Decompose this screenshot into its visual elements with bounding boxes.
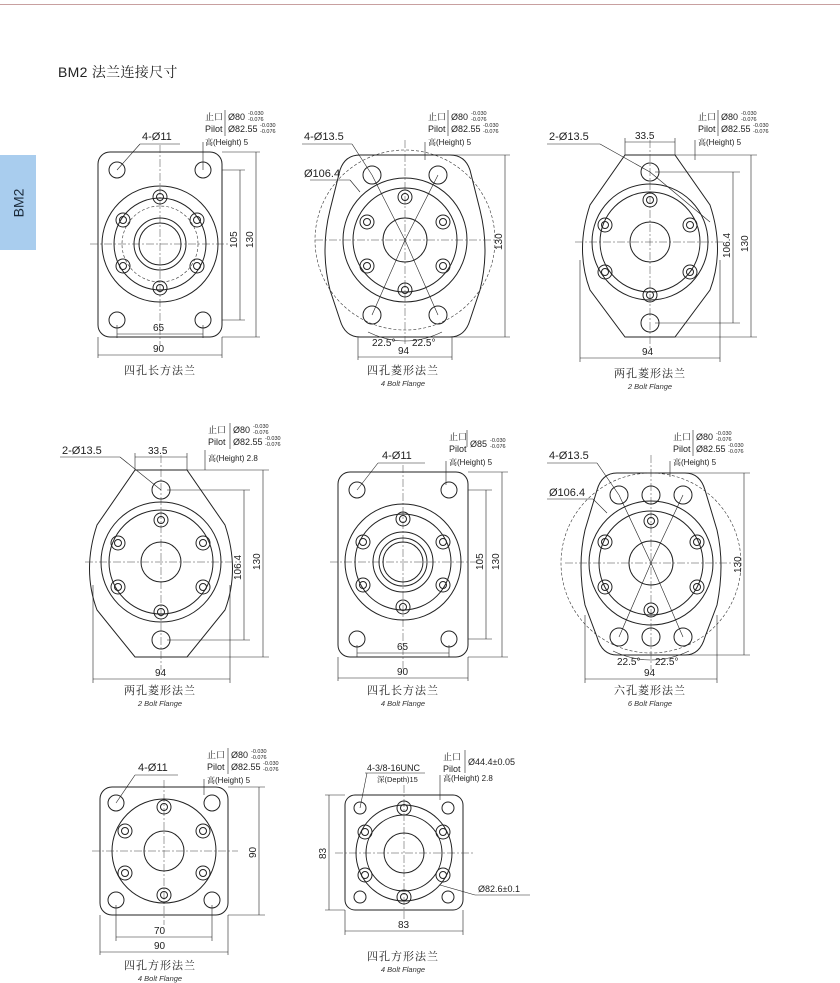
pilot-label-en: Pilot	[428, 124, 446, 134]
caption-zh: 两孔菱形法兰	[614, 368, 686, 380]
caption-2-bolt-diamond-2	[100, 682, 220, 708]
caption-zh: 两孔菱形法兰	[124, 685, 196, 697]
height-label: 高(Height) 5	[449, 458, 493, 467]
caption-4-bolt-square-1	[100, 957, 220, 983]
dim-w: 94	[642, 347, 654, 358]
dim-h-inner: 105	[229, 231, 240, 248]
dim-h: 90	[248, 846, 259, 858]
caption-en: 6 Bolt Flange	[627, 699, 673, 708]
figure-4-bolt-rect-2	[320, 425, 540, 687]
height-label: 高(Height) 5	[205, 138, 249, 147]
caption-en: 4 Bolt Flange	[137, 974, 183, 983]
pilot-d1: Ø80	[721, 112, 739, 122]
pilot-d2-tol-up: -0.030	[728, 443, 744, 449]
dim-w: 83	[398, 920, 410, 931]
pilot-d1: Ø44.4±0.05	[468, 757, 515, 767]
drawing-4-bolt-rect-2	[320, 425, 540, 687]
pilot-d1-tol-lo: -0.076	[253, 430, 269, 436]
page-title: BM2 法兰连接尺寸	[58, 64, 178, 80]
dim-h-inner: 105	[475, 553, 486, 570]
pilot-label-en: Pilot	[205, 124, 223, 134]
pilot-label-en: Pilot	[673, 444, 691, 454]
dim-w-outer: 90	[153, 344, 165, 355]
pilot-d1-tol-up: -0.030	[471, 111, 487, 117]
figure-2-bolt-diamond-1	[545, 100, 785, 362]
pilot-d1-tol-lo: -0.076	[716, 437, 732, 443]
height-label: 高(Height) 5	[698, 138, 742, 147]
dim-h-outer: 130	[245, 231, 256, 248]
pilot-d1-tol-up: -0.030	[741, 111, 757, 117]
pilot-label-zh: 止口	[208, 425, 227, 435]
caption-zh: 四孔菱形法兰	[367, 365, 439, 377]
height-label: 高(Height) 2.8	[208, 454, 258, 463]
pilot-d2-tol-lo: -0.076	[483, 129, 499, 135]
height-label: 高(Height) 5	[673, 458, 717, 467]
figure-2-bolt-diamond-2	[55, 425, 295, 687]
dim-h: 130	[733, 556, 744, 573]
pilot-d1: Ø80	[451, 112, 469, 122]
caption-zh: 四孔长方法兰	[367, 685, 439, 697]
dim-w-outer: 90	[154, 941, 166, 952]
side-tab	[0, 155, 36, 250]
pilot-d1-tol-up: -0.030	[251, 749, 267, 755]
figure-4-bolt-square-1	[80, 745, 300, 955]
hole-label: 4-Ø11	[142, 131, 172, 143]
pilot-d1: Ø80	[233, 425, 251, 435]
pilot-d2-tol-up: -0.030	[753, 123, 769, 129]
drawing-4-bolt-diamond	[300, 100, 520, 362]
dim-h-inner: 106.4	[722, 232, 733, 258]
pilot-label-en: Pilot	[698, 124, 716, 134]
hole-label: 4-Ø13.5	[549, 450, 589, 462]
pilot-label-zh: 止口	[443, 752, 462, 762]
caption-zh: 四孔方形法兰	[124, 960, 196, 972]
dim-h: 83	[318, 847, 329, 859]
angle-right: 22.5°	[655, 657, 679, 668]
pilot-label-zh: 止口	[205, 112, 224, 122]
pilot-d2-tol-up: -0.030	[260, 123, 276, 129]
dim-w-outer: 90	[397, 667, 409, 678]
caption-4-bolt-rect-1	[100, 362, 220, 378]
pilot-d2-tol-lo: -0.076	[265, 442, 281, 448]
figure-4-bolt-rect-1	[80, 100, 280, 362]
dim-h-inner: 106.4	[233, 554, 244, 580]
dim-h: 130	[494, 233, 505, 250]
pilot-d2: Ø82.55	[696, 444, 726, 454]
drawing-2-bolt-diamond-2	[55, 425, 295, 687]
caption-zh: 六孔菱形法兰	[614, 685, 686, 697]
pilot-d1-tol-up: -0.030	[490, 438, 506, 444]
figure-6-bolt-diamond	[545, 425, 785, 687]
pilot-d2-tol-lo: -0.076	[728, 449, 744, 455]
depth-label: 深(Depth)15	[377, 775, 418, 784]
pilot-d1-tol-up: -0.030	[253, 424, 269, 430]
pilot-d2: Ø82.55	[451, 124, 481, 134]
angle-left: 22.5°	[372, 338, 396, 349]
side-tab-label: BM2	[9, 188, 26, 217]
dim-w: 94	[155, 668, 167, 679]
pilot-label-zh: 止口	[428, 112, 447, 122]
angle-left: 22.5°	[617, 657, 641, 668]
pilot-d1: Ø80	[228, 112, 246, 122]
pilot-d2: Ø82.55	[721, 124, 751, 134]
hole-label: 4-Ø11	[138, 762, 168, 774]
hole-label: 2-Ø13.5	[549, 131, 589, 143]
pilot-label-zh: 止口	[698, 112, 717, 122]
dim-top: 33.5	[635, 131, 655, 142]
circle-label: Ø106.4	[549, 487, 586, 499]
circle-label: Ø82.6±0.1	[478, 884, 520, 894]
pilot-d1-tol-lo: -0.076	[741, 117, 757, 123]
pilot-label-en: Pilot	[449, 444, 467, 454]
pilot-d1: Ø80	[696, 432, 714, 442]
top-rule	[0, 4, 840, 5]
pilot-d2-tol-lo: -0.076	[753, 129, 769, 135]
caption-4-bolt-rect-2	[343, 682, 463, 708]
pilot-d2-tol-lo: -0.076	[263, 767, 279, 773]
drawing-4-bolt-rect-1	[80, 100, 280, 362]
pilot-d1-tol-up: -0.030	[716, 431, 732, 437]
dim-top: 33.5	[148, 446, 168, 457]
pilot-d2-tol-up: -0.030	[263, 761, 279, 767]
dim-h-outer: 130	[740, 235, 751, 252]
dim-h-outer: 130	[252, 553, 263, 570]
pilot-d1-tol-lo: -0.076	[471, 117, 487, 123]
caption-zh: 四孔长方法兰	[124, 365, 196, 377]
thread-label: 4-3/8-16UNC	[367, 763, 421, 773]
caption-6-bolt-diamond	[590, 682, 710, 708]
dim-w-inner: 65	[397, 642, 409, 653]
pilot-d2-tol-up: -0.030	[265, 436, 281, 442]
pilot-d1-tol-lo: -0.076	[490, 444, 506, 450]
height-label: 高(Height) 2.8	[443, 774, 493, 783]
dim-w: 94	[398, 346, 410, 357]
caption-en: 4 Bolt Flange	[380, 379, 426, 388]
pilot-d1: Ø80	[231, 750, 249, 760]
height-label: 高(Height) 5	[207, 776, 251, 785]
caption-4-bolt-diamond	[343, 362, 463, 388]
pilot-d2-tol-lo: -0.076	[260, 129, 276, 135]
drawing-4-bolt-square-2	[315, 745, 555, 945]
caption-en: 4 Bolt Flange	[380, 965, 426, 974]
pilot-d1-tol-lo: -0.076	[248, 117, 264, 123]
pilot-d2: Ø82.55	[233, 437, 263, 447]
caption-zh: 四孔方形法兰	[367, 951, 439, 963]
dim-w: 94	[644, 668, 656, 679]
hole-label: 4-Ø11	[382, 450, 412, 462]
pilot-d2: Ø82.55	[231, 762, 261, 772]
pilot-label-en: Pilot	[443, 764, 461, 774]
height-label: 高(Height) 5	[428, 138, 472, 147]
figure-4-bolt-square-2	[315, 745, 555, 945]
pilot-d1-tol-up: -0.030	[248, 111, 264, 117]
caption-en: 2 Bolt Flange	[627, 382, 673, 391]
pilot-d1: Ø85	[470, 439, 488, 449]
drawing-2-bolt-diamond-1	[545, 100, 785, 362]
dim-h-outer: 130	[491, 553, 502, 570]
caption-en: 2 Bolt Flange	[137, 699, 183, 708]
pilot-d1-tol-lo: -0.076	[251, 755, 267, 761]
caption-en: 4 Bolt Flange	[380, 699, 426, 708]
hole-label: 2-Ø13.5	[62, 445, 102, 457]
pilot-label-en: Pilot	[208, 437, 226, 447]
drawing-4-bolt-square-1	[80, 745, 300, 955]
dim-w-inner: 65	[153, 323, 165, 334]
angle-right: 22.5°	[412, 338, 436, 349]
pilot-label-zh: 止口	[673, 432, 692, 442]
pilot-label-zh: 止口	[449, 432, 468, 442]
caption-2-bolt-diamond-1	[590, 365, 710, 391]
caption-4-bolt-square-2	[343, 948, 463, 974]
figure-4-bolt-diamond	[300, 100, 520, 362]
hole-label: 4-Ø13.5	[304, 131, 344, 143]
circle-label: Ø106.4	[304, 168, 341, 180]
pilot-d2: Ø82.55	[228, 124, 258, 134]
pilot-d2-tol-up: -0.030	[483, 123, 499, 129]
pilot-label-zh: 止口	[207, 750, 226, 760]
dim-w-inner: 70	[154, 926, 166, 937]
pilot-label-en: Pilot	[207, 762, 225, 772]
drawing-6-bolt-diamond	[545, 425, 785, 687]
